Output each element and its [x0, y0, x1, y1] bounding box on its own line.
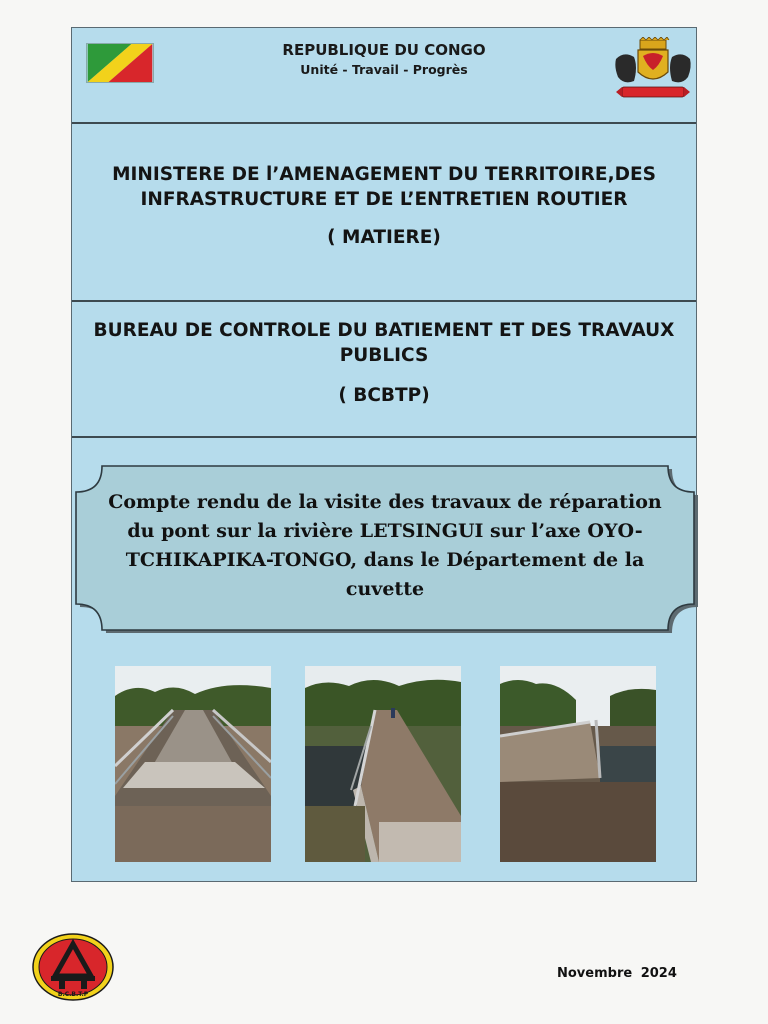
ministry-band: [72, 124, 696, 302]
ministry-acronym: ( MATIERE): [327, 227, 441, 248]
bridge-end-photo-icon: [500, 666, 656, 862]
bridge-deck-photo-icon: [115, 666, 271, 862]
bureau-band: [72, 302, 696, 438]
ministry-name: MINISTERE DE l’AMENAGEMENT DU TERRITOIRE,DES INFRASTRUCTURE ET DE L’ENTRETIEN ROUTIER: [112, 164, 656, 210]
coat-of-arms-icon: [610, 37, 696, 103]
report-subject: Compte rendu de la visite des travaux de réparation du pont sur la rivière LETSINGUI sur l’axe OYO-TCHIKAPIKA-TONGO, dans le Département de la cuvette: [108, 491, 662, 600]
bridge-river-photo-icon: [305, 666, 461, 862]
bureau-name: BUREAU DE CONTROLE DU BATIEMENT ET DES TRAVAUX PUBLICS: [93, 320, 675, 366]
bcbtp-logo-icon: [31, 932, 115, 1002]
header-band: [72, 28, 696, 124]
logo-text: B.C.B.T.P: [57, 991, 89, 998]
cover-panel: [71, 27, 697, 882]
national-motto: Unité - Travail - Progrès: [300, 62, 468, 77]
bureau-acronym: ( BCBTP): [338, 385, 430, 406]
country-name: REPUBLIQUE DU CONGO: [282, 41, 486, 59]
report-title-banner: [72, 462, 698, 634]
report-date: Novembre 2024: [557, 966, 677, 981]
